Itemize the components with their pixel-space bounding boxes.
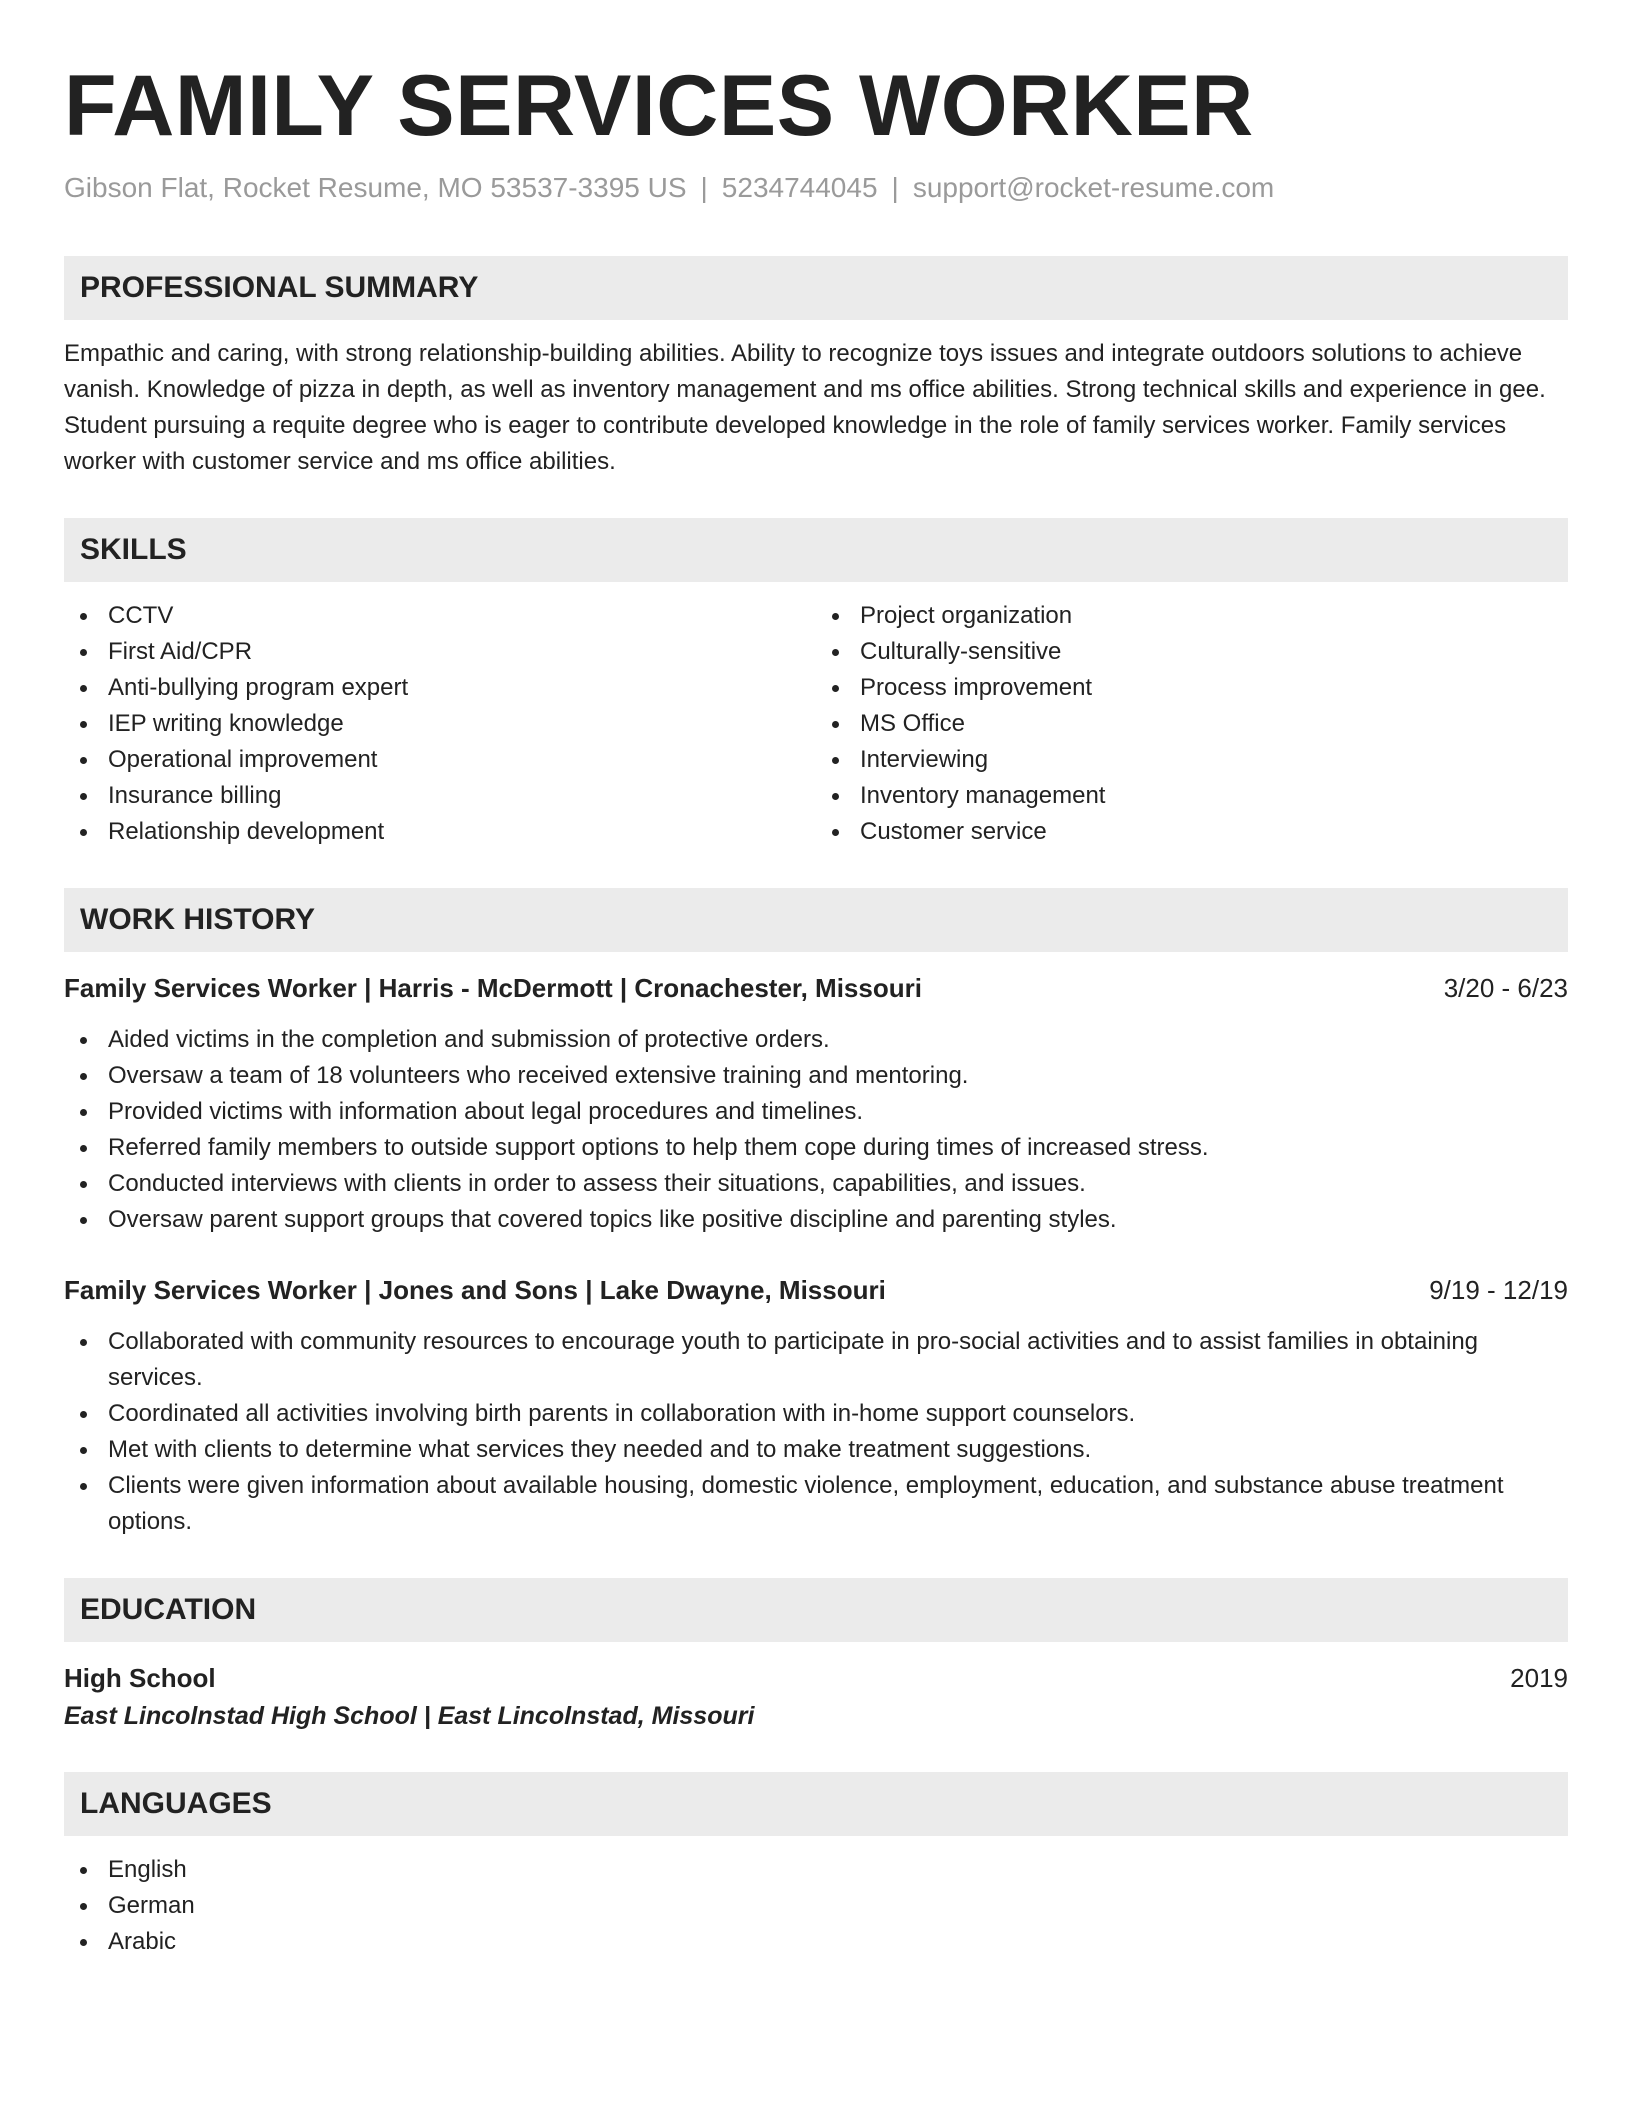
job-dates: 9/19 - 12/19 xyxy=(1429,1275,1568,1305)
job-duty-item: Oversaw a team of 18 volunteers who received extensive training and mentoring. xyxy=(64,1058,1568,1094)
skill-item: Relationship development xyxy=(64,814,816,850)
section-header-languages: LANGUAGES xyxy=(64,1772,1568,1836)
job-title: Family Services Worker | Jones and Sons | Lake Dwayne, Missouri xyxy=(64,1275,886,1305)
language-item: German xyxy=(64,1888,1568,1924)
section-header-education: EDUCATION xyxy=(64,1578,1568,1642)
job-duty-item: Referred family members to outside support options to help them cope during times of increased stress. xyxy=(64,1130,1568,1166)
summary-text: Empathic and caring, with strong relationship-building abilities. Ability to recognize toys issues and integrate outdoors solutions to achieve vanish. Knowledge of pizza in depth, as well as inventory management and ms office abilities. Strong technical skills and experience in gee. Student pursuing a requite degree who is eager to contribute developed knowledge in the role of family services worker. Family services worker with customer service and ms office abilities. xyxy=(64,340,1546,475)
education-degree: High School xyxy=(64,1663,216,1693)
contact-phone: 5234744045 xyxy=(721,172,878,203)
education-year: 2019 xyxy=(1510,1663,1568,1693)
contact-email: support@rocket-resume.com xyxy=(912,172,1275,203)
skill-item: First Aid/CPR xyxy=(64,634,816,670)
education-header xyxy=(64,1660,1568,1696)
skills-grid xyxy=(64,598,1568,850)
job-header xyxy=(64,970,1568,1006)
candidate-name: FAMILY SERVICES WORKER xyxy=(64,58,1254,154)
skill-item: Interviewing xyxy=(816,742,1568,778)
job-duty-item: Aided victims in the completion and submission of protective orders. xyxy=(64,1022,1568,1058)
job-header xyxy=(64,1272,1568,1308)
skill-item: Project organization xyxy=(816,598,1568,634)
contact-separator: | xyxy=(700,172,708,203)
languages-list xyxy=(64,1852,1568,1960)
education-school: East Lincolnstad High School | East Lincolnstad, Missouri xyxy=(64,1702,755,1730)
job-duty-item: Met with clients to determine what services they needed and to make treatment suggestions. xyxy=(64,1432,1568,1468)
section-header-summary: PROFESSIONAL SUMMARY xyxy=(64,256,1568,320)
language-item: English xyxy=(64,1852,1568,1888)
job-duty-item: Coordinated all activities involving birth parents in collaboration with in-home support counselors. xyxy=(64,1396,1568,1432)
language-item: Arabic xyxy=(64,1924,1568,1960)
skill-item: IEP writing knowledge xyxy=(64,706,816,742)
job-dates: 3/20 - 6/23 xyxy=(1443,973,1568,1003)
skills-column-right xyxy=(816,598,1568,850)
skill-item: Operational improvement xyxy=(64,742,816,778)
job-duties xyxy=(64,1022,1568,1238)
skill-item: MS Office xyxy=(816,706,1568,742)
job-duties xyxy=(64,1324,1568,1540)
contact-separator: | xyxy=(891,172,899,203)
skill-item: Insurance billing xyxy=(64,778,816,814)
skill-item: Inventory management xyxy=(816,778,1568,814)
section-header-skills: SKILLS xyxy=(64,518,1568,582)
job-entry xyxy=(64,970,1568,1238)
job-duty-item: Oversaw parent support groups that covered topics like positive discipline and parenting styles. xyxy=(64,1202,1568,1238)
job-duty-item: Provided victims with information about legal procedures and timelines. xyxy=(64,1094,1568,1130)
job-duty-item: Collaborated with community resources to encourage youth to participate in pro-social activities and to assist families in obtaining services. xyxy=(64,1324,1568,1396)
contact-line xyxy=(64,170,1568,206)
skill-item: CCTV xyxy=(64,598,816,634)
job-entry xyxy=(64,1272,1568,1540)
skill-item: Customer service xyxy=(816,814,1568,850)
job-title: Family Services Worker | Harris - McDermott | Cronachester, Missouri xyxy=(64,973,922,1003)
skills-column-left xyxy=(64,598,816,850)
job-duty-item: Clients were given information about available housing, domestic violence, employment, education, and substance abuse treatment options. xyxy=(64,1468,1568,1540)
skill-item: Process improvement xyxy=(816,670,1568,706)
skill-item: Anti-bullying program expert xyxy=(64,670,816,706)
job-duty-item: Conducted interviews with clients in order to assess their situations, capabilities, and issues. xyxy=(64,1166,1568,1202)
contact-address: Gibson Flat, Rocket Resume, MO 53537-3395 US xyxy=(64,172,687,203)
section-header-work-history: WORK HISTORY xyxy=(64,888,1568,952)
skill-item: Culturally-sensitive xyxy=(816,634,1568,670)
